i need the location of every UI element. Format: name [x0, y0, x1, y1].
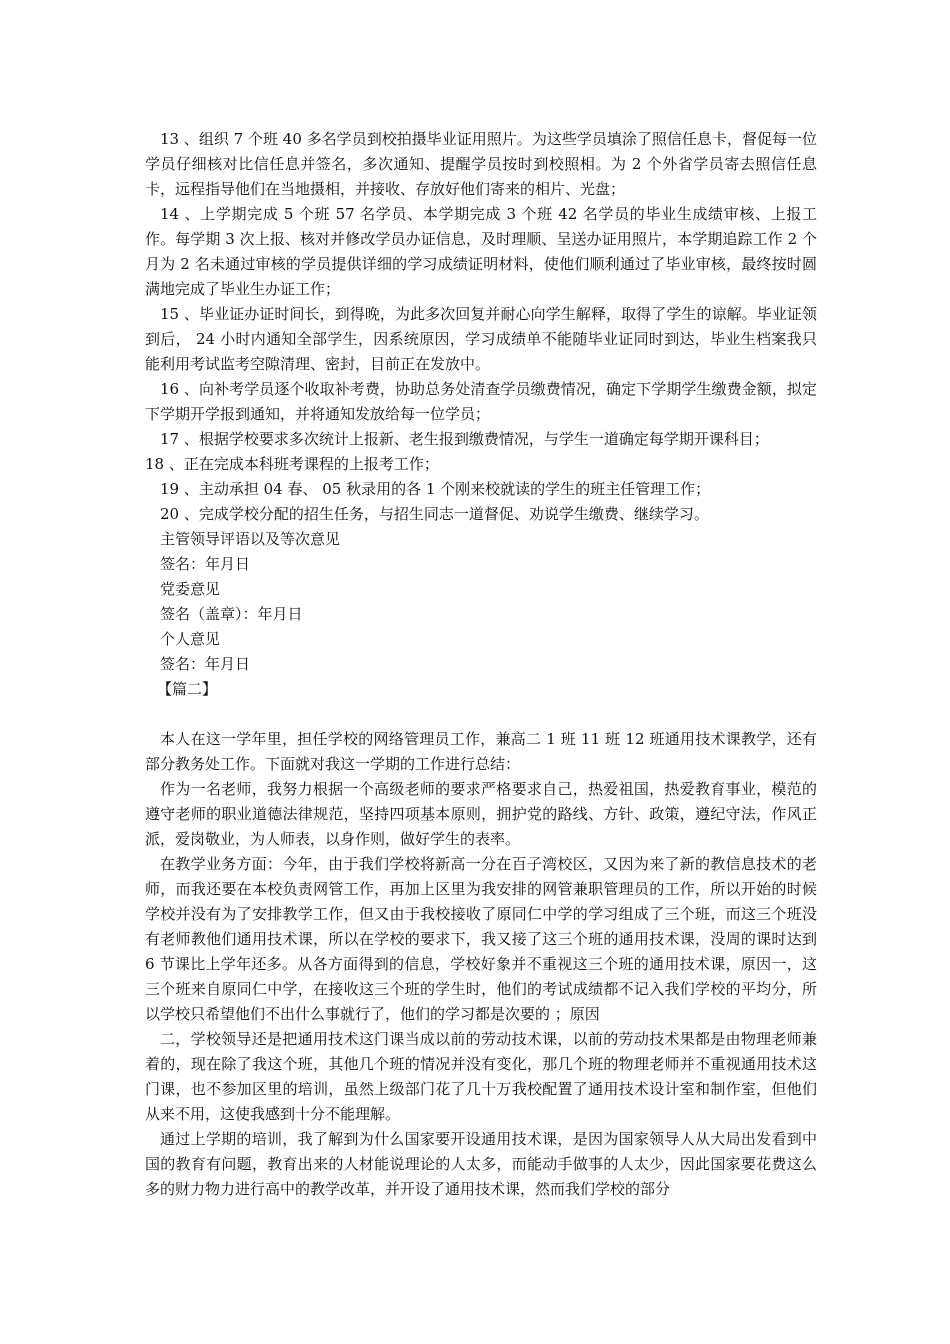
paragraph-reason-two: 二，学校领导还是把通用技术这门课当成以前的劳动技术课，以前的劳动技术果都是由物理老师兼着的，现在除了我这个班，其他几个班的情况并没有变化，那几个班的物理老师并不重视通用技术这门课，也不参加区里的培训，虽然上级部门花了几十万我校配置了通用技术设计室和制作室，但他们从来不用，这使我感到十分不能理解。 — [145, 1030, 817, 1123]
paragraph-teaching: 在教学业务方面：今年，由于我们学校将新高一分在百子湾校区，又因为来了新的教信息技术的老师，而我还要在本校负责网管工作，再加上区里为我安排的网管兼职管理员的工作，所以开始的时候学校并没有为了安排教学工作，但又由于我校接收了原同仁中学的学习组成了三个班，而这三个班没有老师教他们通用技术课，所以在学校的要求下，我又接了这三个班的通用技术课，没周的课时达到 6 节课比上学年还多。从各方面得到的信息，学校好象并不重视这三个班的通用技术课，原因一，这三个班来自原同仁中学，在接收这三个班的学生时，他们的考试成绩都不记入我们学校的平均分，所以学校只希望他们不出什么事就行了，他们的学习都是次要的 ；原因 — [145, 855, 817, 1023]
paragraph-intro: 本人在这一学年里，担任学校的网络管理员工作，兼高二 1 班 11 班 12 班通用技术课教学，还有部分教务处工作。下面就对我这一学期的工作进行总结： — [145, 730, 817, 773]
list-item-16: 16 、向补考学员逐个收取补考费，协助总务处清查学员缴费情况，确定下学期学生缴费金额，拟定下学期开学报到通知，并将通知发放给每一位学员； — [145, 380, 817, 423]
personal-signature-line: 签名：年月日 — [160, 655, 251, 673]
paragraph-training: 通过上学期的培训，我了解到为什么国家要开设通用技术课，是因为国家领导人从大局出发看到中国的教育有问题，教育出来的人材能说理论的人太多，而能动手做事的人太少，因此国家要花费这么多的财力物力进行高中的教学改革，并开设了通用技术课，然而我们学校的部分 — [145, 1130, 817, 1198]
document-page — [145, 127, 817, 1202]
section-heading: 【篇二】 — [157, 680, 218, 698]
list-item-18: 18 、正在完成本科班考课程的上报考工作； — [145, 455, 439, 473]
party-signature-line: 签名（盖章）：年月日 — [160, 605, 303, 623]
list-item-13: 13 、组织 7 个班 40 多名学员到校拍摄毕业证用照片。为这些学员填涂了照信任息卡，督促每一位学员仔细核对比信任息并签名，多次通知、提醒学员按时到校照相。为 2 个外省学员寄去照信任息卡，远程指导他们在当地摄相，并接收、存放好他们寄来的相片、光盘； — [145, 130, 817, 198]
list-item-17: 17 、根据学校要求多次统计上报新、老生报到缴费情况，与学生一道确定每学期开课科目； — [160, 430, 769, 448]
paragraph-ethics: 作为一名老师，我努力根据一个高级老师的要求严格要求自己，热爱祖国，热爱教育事业，模范的遵守老师的职业道德法律规范，坚持四项基本原则，拥护党的路线、方针、政策，遵纪守法，作风正派，爱岗敬业，为人师表，以身作则，做好学生的表率。 — [145, 780, 817, 848]
list-item-20: 20 、完成学校分配的招生任务，与招生同志一道督促、劝说学生缴费、继续学习。 — [160, 505, 709, 523]
leader-comment-label: 主管领导评语以及等次意见 — [160, 530, 341, 548]
list-item-19: 19 、主动承担 04 春、 05 秋录用的各 1 个刚来校就读的学生的班主任管理工作； — [160, 480, 711, 498]
section-spacer — [145, 702, 817, 727]
personal-opinion-label: 个人意见 — [160, 630, 221, 648]
list-item-15: 15 、毕业证办证时间长，到得晚，为此多次回复并耐心向学生解释，取得了学生的谅解。毕业证领到后， 24 小时内通知全部学生，因系统原因，学习成绩单不能随毕业证同时到达，毕业生档案我只能利用考试监考空隙清理、密封，目前正在发放中。 — [145, 305, 817, 373]
leader-signature-line: 签名：年月日 — [160, 555, 251, 573]
list-item-14: 14 、上学期完成 5 个班 57 名学员、本学期完成 3 个班 42 名学员的毕业生成绩审核、上报工作。每学期 3 次上报、核对并修改学员办证信息，及时理顺、呈送办证用照片，本学期追踪工作 2 个月为 2 名未通过审核的学员提供详细的学习成绩证明材料，使他们顺利通过了毕业审核，最终按时圆满地完成了毕业生办证工作； — [145, 205, 817, 298]
party-opinion-label: 党委意见 — [160, 580, 221, 598]
